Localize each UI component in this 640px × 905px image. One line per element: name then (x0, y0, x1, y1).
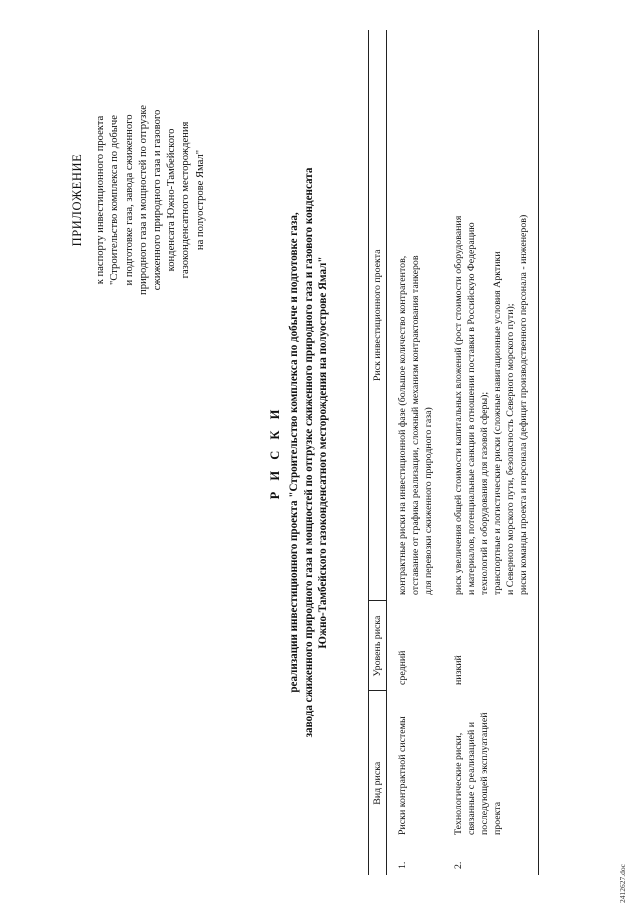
risk-text-line: для перевозки сжиженного природного газа) (423, 407, 434, 595)
table-header-row (369, 30, 387, 875)
appendix-line: "Строительство комплекса по добыче (109, 115, 121, 285)
risk-text-line: отставание от графика реализации, сложный механизм контрактования танкеров (410, 255, 421, 595)
heading-title: Р И С К И (268, 405, 282, 500)
risk-level-cell: средний (397, 650, 408, 685)
risks-table (368, 30, 539, 875)
risk-level-cell: низкий (443, 601, 539, 691)
project-risk-cell (443, 30, 539, 601)
header-risk-kind: Вид риска (369, 691, 387, 875)
heading-line: завода сжиженного природного газа и мощностей по отгрузке сжиженного природного газа и газового конденсата (302, 167, 315, 738)
risk-text-line: риск увеличения общей стоимости капитальных вложений (рост стоимости оборудования (453, 215, 464, 595)
appendix-line: конденсата Южно-Тамбейского (166, 128, 178, 272)
risk-text-line: риски команды проекта и персонала (дефицит производственного персонала - инженеров) (518, 214, 529, 595)
appendix-line: к паспорту инвестиционного проекта (95, 115, 107, 285)
risk-text-line: контрактные риски на инвестиционной фазе (большое количество контрагентов, (397, 255, 408, 595)
appendix-line: на полуострове Ямал" (194, 149, 206, 251)
risk-kind-cell: Риски контрактной системы (397, 716, 408, 835)
heading-line: Южно-Тамбейского газоконденсатного месторождения на полуострове Ямал" (317, 256, 330, 649)
appendix-title: ПРИЛОЖЕНИЕ (70, 153, 84, 247)
appendix-line: и подготовке газа, завода сжиженного (123, 114, 135, 286)
row-number: 1. (397, 861, 408, 869)
appendix-line: природного газа и мощностей по отгрузке (137, 105, 149, 295)
appendix-line: газоконденсатного месторождения (180, 121, 192, 279)
footer-filename: 2412627.doc (618, 864, 627, 903)
header-project-risk: Риск инвестиционного проекта (369, 30, 387, 601)
appendix-line: сжиженного природного газа и газового (152, 109, 164, 291)
risk-text-line: и материалов, потенциальные санкции в отношении поставки в Российскую Федерацию (466, 222, 477, 595)
project-risk-cell (387, 30, 444, 601)
heading-line: реализации инвестиционного проекта "Строительство комплекса по добыче и подготовке газа, (288, 212, 301, 693)
risk-text-line: транспортные и логистические риски (сложные навигационные условия Арктики (492, 251, 503, 595)
risk-kind-cell: Технологические риски, связанные с реализацией и последующей эксплуатацией проекта (443, 691, 539, 841)
document-heading (268, 40, 331, 865)
header-risk-level: Уровень риска (369, 601, 387, 691)
row-number: 2. (443, 841, 539, 875)
table-row (443, 30, 539, 875)
table-row (387, 30, 444, 875)
appendix-block (70, 50, 208, 350)
risk-text-line: и Северного морского пути, безопасность Северного морского пути); (505, 303, 516, 595)
risk-text-line: технологий и оборудования для газовой сферы); (479, 391, 490, 595)
